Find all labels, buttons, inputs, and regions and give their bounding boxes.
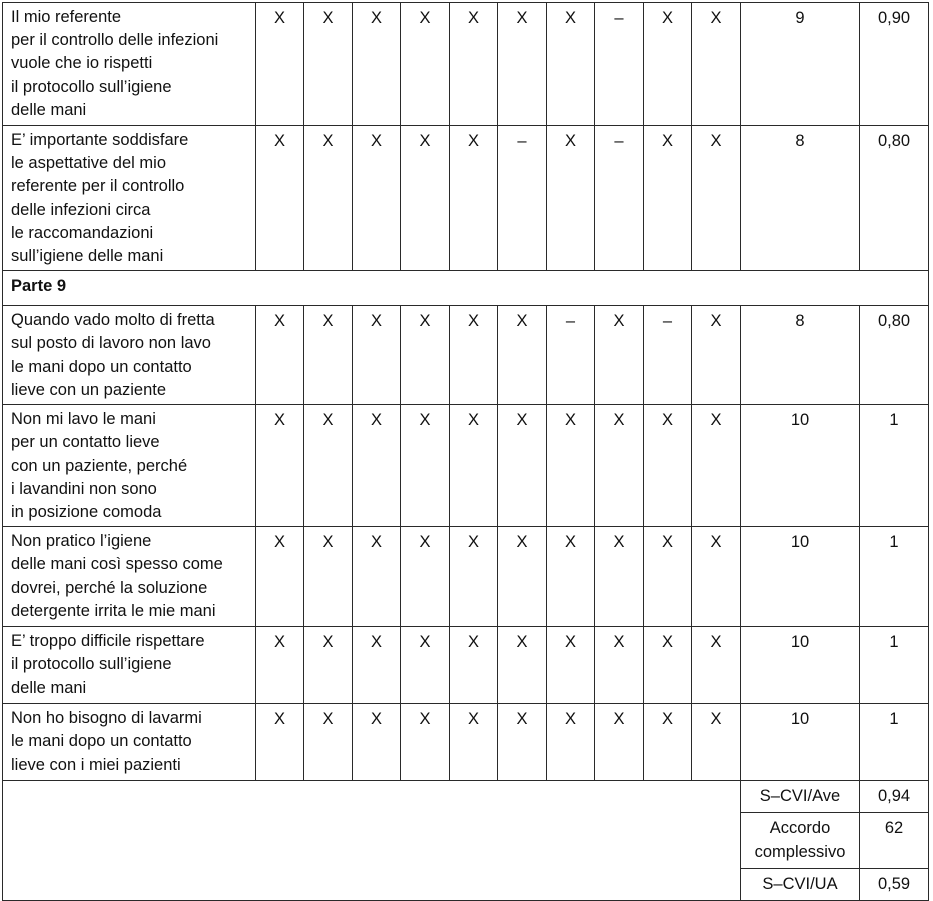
summary-value: 0,59: [860, 868, 929, 900]
expert-rating-cell: X: [450, 405, 498, 527]
expert-rating-cell: X: [644, 627, 692, 704]
expert-rating-cell: X: [304, 405, 353, 527]
expert-rating-cell: X: [692, 704, 741, 781]
summary-label-line: Accordo: [769, 819, 831, 838]
expert-rating-cell: X: [692, 126, 741, 271]
item-text-line: le mani dopo un contatto: [11, 732, 192, 751]
expert-rating-cell: X: [644, 3, 692, 126]
item-text-line: E’ importante soddisfare: [11, 131, 189, 149]
table-row: [3, 627, 929, 704]
table-row: [3, 126, 929, 271]
item-text-line: Quando vado molto di fretta: [11, 311, 215, 330]
item-text-cell: [3, 704, 256, 781]
summary-label-line: complessivo: [754, 842, 846, 861]
expert-rating-cell: X: [353, 405, 401, 527]
item-text-line: con un paziente, perché: [11, 456, 188, 475]
summary-value: 0,94: [860, 781, 929, 813]
expert-rating-cell: X: [401, 405, 450, 527]
item-text-line: E’ troppo difficile rispettare: [11, 632, 205, 651]
i-cvi-cell: 1: [860, 704, 929, 781]
agreement-count-cell: 10: [741, 627, 860, 704]
expert-rating-cell: X: [547, 527, 595, 627]
item-text-line: vuole che io rispetti: [11, 54, 153, 73]
i-cvi-cell: 0,80: [860, 306, 929, 405]
expert-rating-cell: X: [595, 704, 644, 781]
expert-rating-cell: X: [450, 704, 498, 781]
item-text-line: il protocollo sull’igiene: [11, 77, 172, 96]
expert-rating-cell: X: [547, 627, 595, 704]
item-text-line: delle mani: [11, 678, 87, 697]
expert-rating-cell: X: [644, 405, 692, 527]
summary-label: [741, 868, 860, 900]
expert-rating-cell: –: [498, 126, 547, 271]
item-text-line: referente per il controllo: [11, 177, 185, 196]
agreement-count-cell: 8: [741, 306, 860, 405]
expert-rating-cell: X: [450, 527, 498, 627]
expert-rating-cell: X: [401, 627, 450, 704]
expert-rating-cell: X: [304, 704, 353, 781]
expert-rating-cell: X: [304, 126, 353, 271]
item-text-line: il protocollo sull’igiene: [11, 655, 172, 674]
expert-rating-cell: X: [353, 3, 401, 126]
expert-rating-cell: X: [256, 3, 304, 126]
expert-rating-cell: X: [692, 3, 741, 126]
item-text-cell: [3, 306, 256, 405]
i-cvi-cell: 1: [860, 527, 929, 627]
expert-rating-cell: X: [498, 405, 547, 527]
item-text-cell: [3, 527, 256, 627]
table-row: [3, 527, 929, 627]
expert-rating-cell: X: [595, 306, 644, 405]
i-cvi-cell: 1: [860, 405, 929, 527]
item-text-line: per un contatto lieve: [11, 433, 160, 452]
item-text-line: sul posto di lavoro non lavo: [11, 334, 211, 353]
expert-rating-cell: X: [256, 704, 304, 781]
expert-rating-cell: X: [547, 3, 595, 126]
expert-rating-cell: X: [353, 627, 401, 704]
expert-rating-cell: X: [353, 527, 401, 627]
expert-rating-cell: X: [256, 627, 304, 704]
item-text-cell: [3, 627, 256, 704]
item-text-line: lieve con un paziente: [11, 380, 167, 399]
i-cvi-cell: 0,90: [860, 3, 929, 126]
expert-rating-cell: X: [644, 527, 692, 627]
expert-rating-cell: –: [644, 306, 692, 405]
expert-rating-cell: –: [595, 126, 644, 271]
expert-rating-cell: X: [595, 627, 644, 704]
item-text-line: lieve con i miei pazienti: [11, 755, 181, 774]
expert-rating-cell: X: [692, 627, 741, 704]
expert-rating-cell: X: [353, 704, 401, 781]
item-text-line: sull’igiene delle mani: [11, 247, 164, 266]
expert-rating-cell: X: [644, 704, 692, 781]
expert-rating-cell: X: [595, 527, 644, 627]
item-text-line: Il mio referente: [11, 8, 122, 26]
table-body: [3, 3, 929, 901]
expert-rating-cell: –: [547, 306, 595, 405]
expert-rating-cell: X: [450, 126, 498, 271]
summary-value: 62: [860, 813, 929, 868]
expert-rating-cell: X: [401, 527, 450, 627]
item-text-line: delle infezioni circa: [11, 200, 151, 219]
expert-rating-cell: –: [595, 3, 644, 126]
expert-rating-cell: X: [353, 306, 401, 405]
expert-rating-cell: X: [353, 126, 401, 271]
table-row: [3, 3, 929, 126]
expert-rating-cell: X: [401, 3, 450, 126]
i-cvi-cell: 0,80: [860, 126, 929, 271]
expert-rating-cell: X: [304, 627, 353, 704]
item-text-line: in posizione comoda: [11, 503, 162, 522]
expert-rating-cell: X: [498, 704, 547, 781]
table-row: [3, 405, 929, 527]
item-text-line: dovrei, perché la soluzione: [11, 578, 208, 597]
expert-rating-cell: X: [498, 627, 547, 704]
item-text-line: le mani dopo un contatto: [11, 357, 192, 376]
expert-rating-cell: X: [498, 527, 547, 627]
summary-row: [3, 781, 929, 813]
summary-label-line: S–CVI/UA: [762, 874, 838, 893]
expert-rating-cell: X: [450, 627, 498, 704]
expert-rating-cell: X: [304, 306, 353, 405]
summary-label-line: S–CVI/Ave: [759, 787, 841, 806]
item-text-line: Non ho bisogno di lavarmi: [11, 709, 202, 728]
expert-rating-cell: X: [304, 3, 353, 126]
expert-rating-cell: X: [692, 405, 741, 527]
summary-blank-area: [3, 781, 741, 901]
agreement-count-cell: 9: [741, 3, 860, 126]
item-text-line: delle mani: [11, 100, 87, 119]
expert-rating-cell: X: [498, 306, 547, 405]
item-text-line: le raccomandazioni: [11, 223, 154, 242]
agreement-count-cell: 8: [741, 126, 860, 271]
expert-rating-cell: X: [401, 704, 450, 781]
expert-rating-cell: X: [401, 126, 450, 271]
summary-label: [741, 781, 860, 813]
table-row: [3, 306, 929, 405]
agreement-count-cell: 10: [741, 527, 860, 627]
cvi-table: [2, 2, 929, 901]
item-text-line: le aspettative del mio: [11, 154, 167, 173]
expert-rating-cell: X: [547, 405, 595, 527]
expert-rating-cell: X: [547, 704, 595, 781]
expert-rating-cell: X: [692, 306, 741, 405]
expert-rating-cell: X: [401, 306, 450, 405]
agreement-count-cell: 10: [741, 704, 860, 781]
expert-rating-cell: X: [450, 306, 498, 405]
item-text-line: detergente irrita le mie mani: [11, 601, 216, 620]
i-cvi-cell: 1: [860, 627, 929, 704]
item-text-cell: [3, 405, 256, 527]
section-row: [3, 271, 929, 306]
expert-rating-cell: X: [256, 405, 304, 527]
expert-rating-cell: X: [304, 527, 353, 627]
item-text-line: per il controllo delle infezioni: [11, 31, 219, 50]
expert-rating-cell: X: [450, 3, 498, 126]
item-text-cell: [3, 126, 256, 271]
table-row: [3, 704, 929, 781]
item-text-line: delle mani così spesso come: [11, 555, 223, 574]
expert-rating-cell: X: [256, 126, 304, 271]
item-text-line: i lavandini non sono: [11, 479, 157, 498]
item-text-cell: [3, 3, 256, 126]
expert-rating-cell: X: [498, 3, 547, 126]
expert-rating-cell: X: [547, 126, 595, 271]
agreement-count-cell: 10: [741, 405, 860, 527]
item-text-line: Non mi lavo le mani: [11, 410, 156, 429]
expert-rating-cell: X: [256, 306, 304, 405]
expert-rating-cell: X: [595, 405, 644, 527]
section-title: Parte 9: [3, 271, 929, 306]
expert-rating-cell: X: [644, 126, 692, 271]
summary-label: [741, 813, 860, 868]
expert-rating-cell: X: [692, 527, 741, 627]
expert-rating-cell: X: [256, 527, 304, 627]
item-text-line: Non pratico l’igiene: [11, 532, 152, 551]
